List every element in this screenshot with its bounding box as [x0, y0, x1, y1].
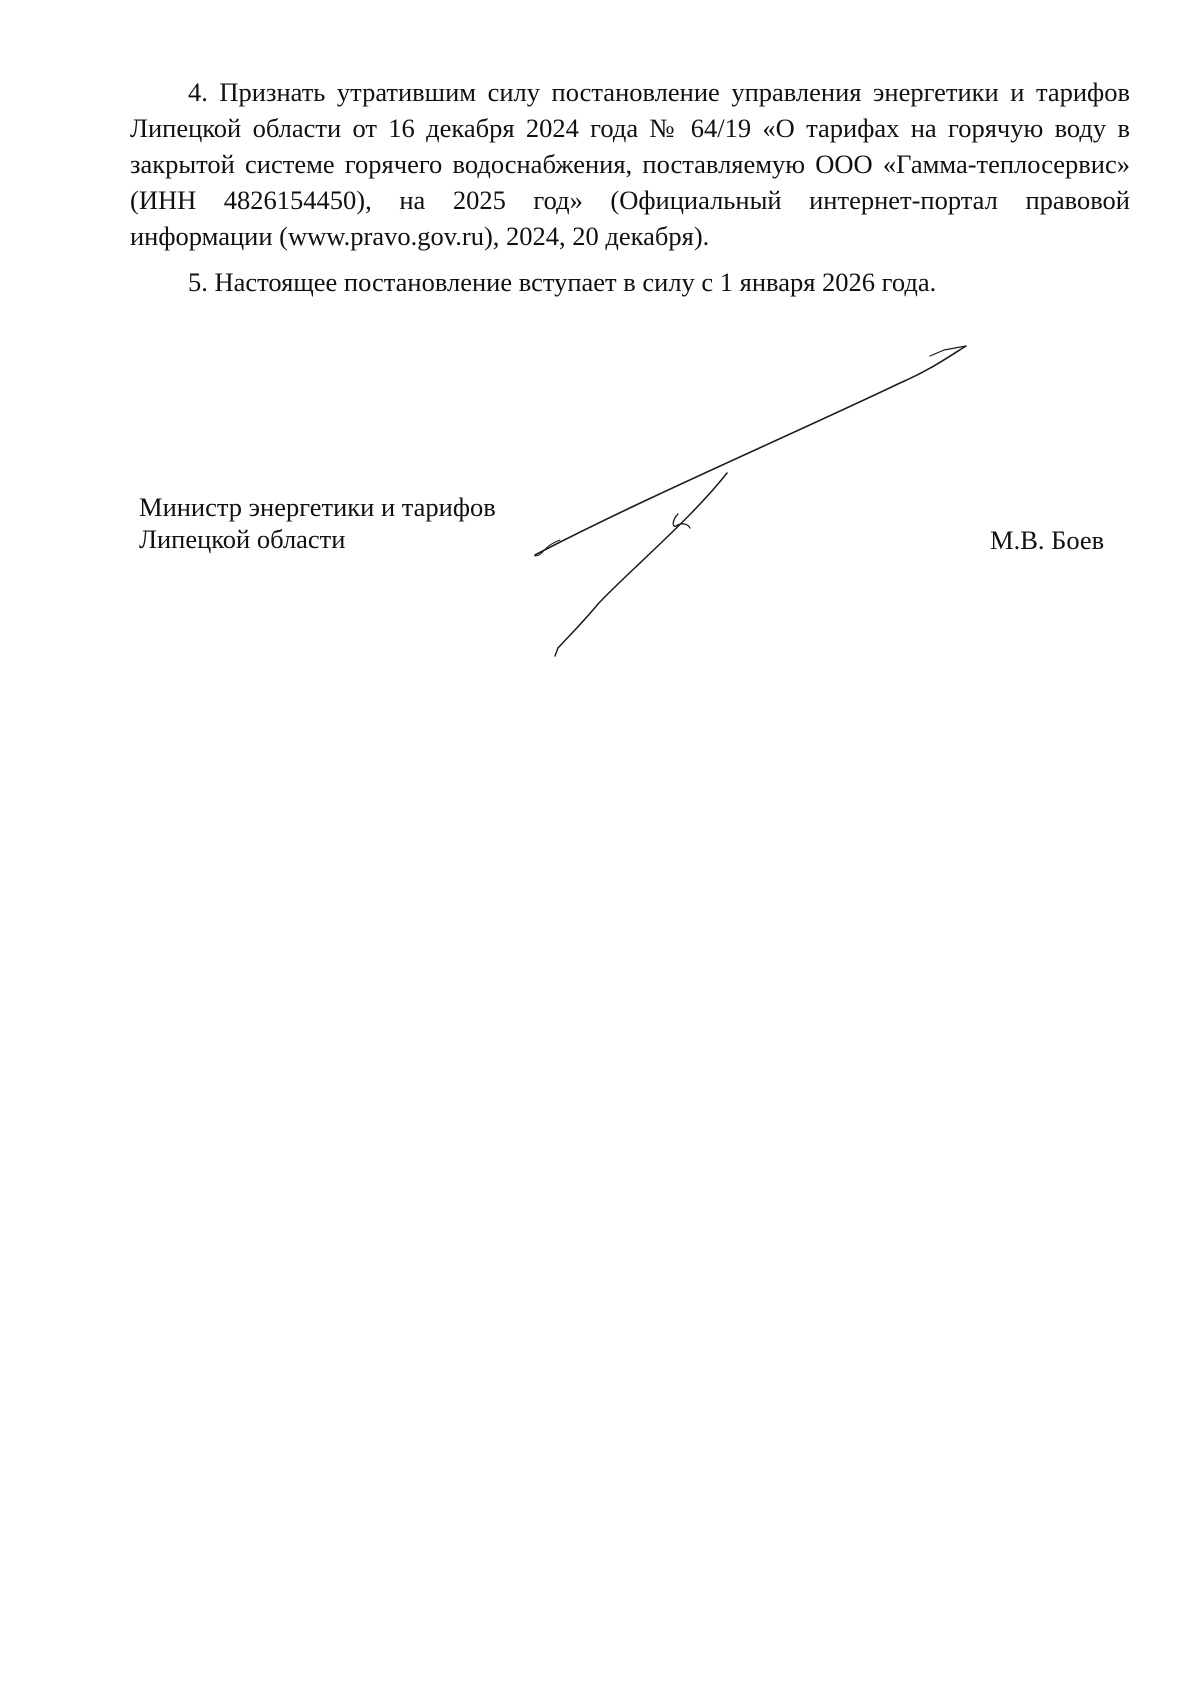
signature-block: [0, 0, 1200, 700]
signer-name: М.В. Боев: [990, 525, 1105, 555]
paragraph-5: 5. Настоящее постановление вступает в силу с 1 января 2026 года.: [188, 267, 937, 297]
paragraph-4: 4. Признать утратившим силу постановление управления энергетики и тарифов Липецкой области от 16 декабря 2024 года № 64/19 «О тарифах на горячую воду в закрытой системе горячего водоснабжения, поставляемую ООО «Гамма-теплосервис» (ИНН 4826154450), на 2025 год» (Официальный интернет-портал правовой информации (www.pravo.gov.ru), 2024, 20 декабря).: [130, 77, 1130, 251]
signer-position-line-2: Липецкой области: [139, 524, 346, 554]
signer-position: [139, 491, 496, 555]
signer-position-line-1: Министр энергетики и тарифов: [139, 492, 496, 522]
handwritten-signature: [0, 0, 1200, 700]
